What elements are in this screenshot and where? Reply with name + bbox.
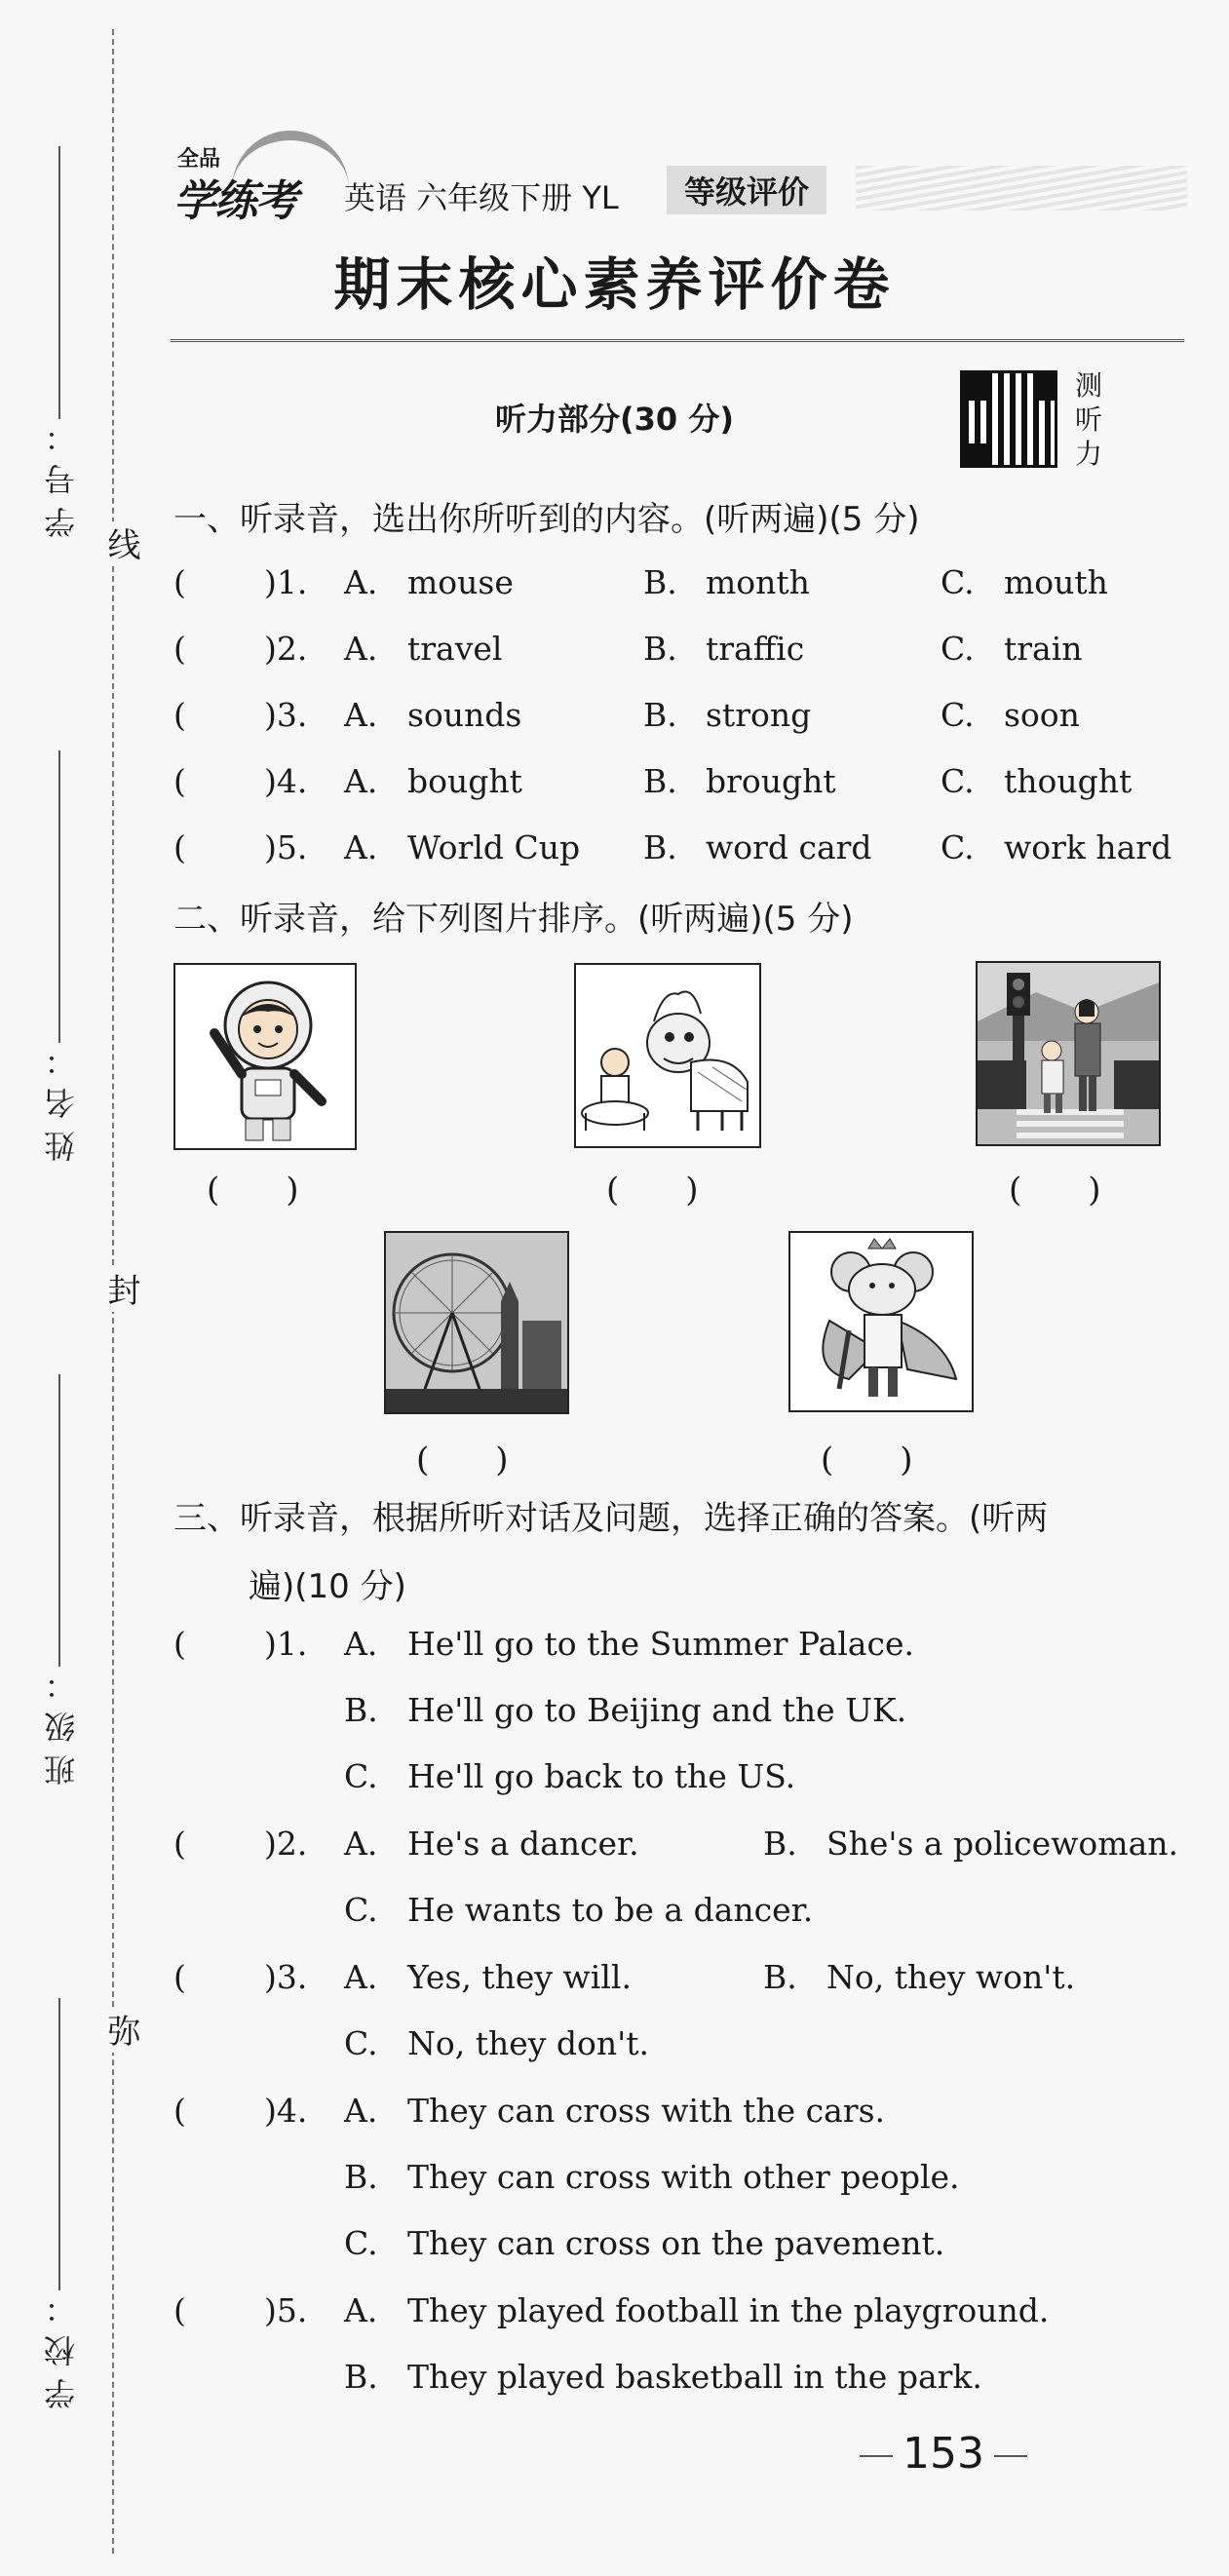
part1-question: ( )3. A. sounds B. strong C. soon [173, 696, 1080, 734]
option-b: traffic [706, 630, 805, 668]
option-a: He'll go to the Summer Palace. [407, 1625, 914, 1663]
option-b: They can cross with other people. [407, 2158, 960, 2196]
option-b: brought [706, 762, 836, 800]
option-c: No, they don't. [407, 2024, 649, 2062]
question-number: )4. [264, 2092, 308, 2130]
answer-blank[interactable]: ( ) [1009, 1171, 1101, 1210]
school-line [58, 1998, 60, 2290]
logo-top-text: 全品 [177, 147, 221, 172]
answer-blank[interactable]: ( [173, 1958, 186, 1996]
part3-instruction-cont: 遍)(10 分) [249, 1567, 406, 1606]
option-a: travel [407, 630, 503, 668]
picture-lion-dance [574, 963, 761, 1148]
question-number: )1. [264, 563, 308, 601]
question-number: )1. [264, 1625, 308, 1663]
logo-main-text: 学练考 [173, 176, 296, 226]
student-id-label: 学号： [43, 409, 80, 538]
part2-instruction: 二、听录音，给下列图片排序。(听两遍)(5 分) [173, 900, 854, 939]
part1-question: ( )2. A. travel B. traffic C. train [173, 630, 1083, 668]
answer-blank[interactable]: ( [173, 1825, 186, 1863]
option-c: soon [1004, 696, 1080, 734]
picture-astronaut-boy [173, 963, 357, 1150]
part1-question: ( )5. A. World Cup B. word card C. work hard [173, 828, 1172, 866]
question-number: )3. [264, 696, 308, 734]
cut-mark-feng: 封 [97, 1267, 145, 1312]
part3-option-row: C. They can cross on the pavement. [344, 2224, 945, 2262]
option-b: They played basketball in the park. [407, 2358, 982, 2396]
option-b: She's a policewoman. [826, 1825, 1178, 1863]
qr-label: 测 听 力 [1074, 369, 1102, 470]
part3-question: ( )5. A. They played football in the playground. [173, 2291, 1050, 2329]
answer-blank[interactable]: ( [173, 2092, 186, 2130]
option-c: thought [1004, 762, 1133, 800]
name-line [58, 750, 60, 1043]
picture-mouse-king [788, 1231, 974, 1412]
qr-code-icon[interactable] [960, 370, 1057, 468]
part3-option-row: B. He'll go to Beijing and the UK. [344, 1691, 907, 1729]
answer-blank[interactable]: ( [173, 2291, 186, 2329]
school-label: 学校： [43, 2281, 80, 2409]
part3-question: ( )1. A. He'll go to the Summer Palace. [173, 1625, 914, 1663]
part3-question: ( )3. A. Yes, they will. B. No, they won't. [173, 1958, 1076, 1996]
publisher-logo [173, 136, 339, 224]
option-b: No, they won't. [826, 1958, 1076, 1996]
option-a: bought [407, 762, 522, 800]
binding-sidebar [0, 0, 146, 2576]
question-number: )5. [264, 2291, 308, 2329]
option-c: He wants to be a dancer. [407, 1891, 814, 1929]
option-b: He'll go to Beijing and the UK. [407, 1691, 907, 1729]
part3-option-row: B. They played basketball in the park. [344, 2358, 982, 2396]
option-a: sounds [407, 696, 522, 734]
option-c: They can cross on the pavement. [407, 2224, 945, 2262]
question-number: )4. [264, 762, 308, 800]
part3-option-row: B. They can cross with other people. [344, 2158, 960, 2196]
question-number: )2. [264, 630, 308, 668]
answer-blank[interactable]: ( [173, 1625, 186, 1663]
name-label: 姓名： [43, 1033, 80, 1162]
answer-blank[interactable]: ( [173, 696, 186, 734]
part1-instruction: 一、听录音，选出你所听到的内容。(听两遍)(5 分) [173, 500, 920, 539]
page-title: 期末核心素养评价卷 [333, 251, 896, 318]
option-a: Yes, they will. [407, 1958, 632, 1996]
answer-blank[interactable]: ( ) [606, 1171, 699, 1210]
option-c: train [1004, 630, 1083, 668]
picture-london-eye [384, 1231, 569, 1414]
class-label: 班级： [43, 1657, 80, 1786]
part1-question: ( )1. A. mouse B. month C. mouth [173, 563, 1108, 601]
answer-blank[interactable]: ( ) [416, 1441, 509, 1480]
option-a: World Cup [407, 828, 581, 866]
question-number: )3. [264, 1958, 308, 1996]
listening-heading: 听力部分(30 分) [495, 401, 734, 438]
answer-blank[interactable]: ( [173, 828, 186, 866]
option-a: mouse [407, 563, 514, 601]
option-b: word card [706, 828, 872, 866]
part3-option-row: C. No, they don't. [344, 2024, 649, 2062]
grade-badge: 等级评价 [667, 166, 826, 214]
option-c: mouth [1004, 563, 1108, 601]
answer-blank[interactable]: ( ) [207, 1171, 299, 1210]
part3-question: ( )4. A. They can cross with the cars. [173, 2092, 886, 2130]
picture-crossing-street [976, 961, 1161, 1146]
page-number: 153 [850, 2429, 1037, 2479]
answer-blank[interactable]: ( [173, 630, 186, 668]
answer-blank[interactable]: ( [173, 762, 186, 800]
answer-blank[interactable]: ( [173, 563, 186, 601]
option-c: work hard [1004, 828, 1172, 866]
question-number: )2. [264, 1825, 308, 1863]
option-a: They can cross with the cars. [407, 2092, 886, 2130]
title-divider [171, 339, 1184, 342]
answer-blank[interactable]: ( ) [821, 1441, 913, 1480]
class-line [58, 1374, 60, 1667]
decorative-stripes [856, 166, 1187, 211]
part3-option-row: C. He wants to be a dancer. [344, 1891, 814, 1929]
option-b: month [706, 563, 810, 601]
question-number: )5. [264, 828, 308, 866]
cut-mark-xian: 线 [97, 521, 145, 566]
option-a: They played football in the playground. [407, 2291, 1050, 2329]
part3-instruction: 三、听录音，根据所听对话及问题，选择正确的答案。(听两 [173, 1499, 1049, 1538]
header-bar [173, 136, 1187, 224]
part3-question: ( )2. A. He's a dancer. B. She's a policewoman. [173, 1825, 1178, 1863]
option-c: He'll go back to the US. [407, 1757, 796, 1795]
cut-mark-mi: 弥 [97, 2008, 145, 2053]
part1-question: ( )4. A. bought B. brought C. thought [173, 762, 1133, 800]
option-a: He's a dancer. [407, 1825, 639, 1863]
subject-label: 英语 六年级下册 YL [344, 179, 619, 216]
part3-option-row: C. He'll go back to the US. [344, 1757, 796, 1795]
option-b: strong [706, 696, 812, 734]
